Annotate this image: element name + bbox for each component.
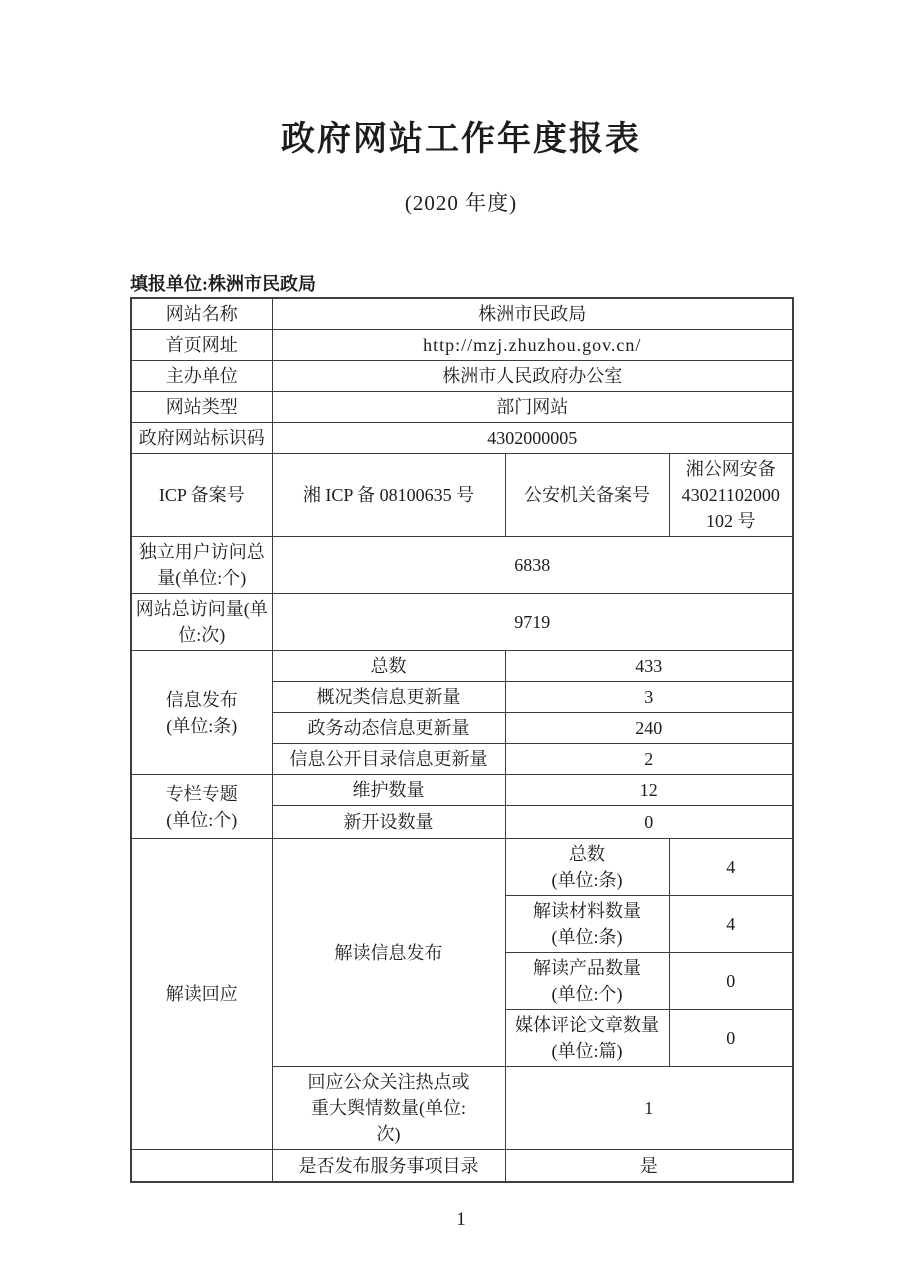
site-name-label: 网站名称: [131, 298, 272, 330]
table-row: [131, 775, 793, 806]
interp-product-unit: (单位:个): [551, 984, 623, 1005]
interp-product-label: [505, 953, 669, 1010]
table-row: [131, 839, 793, 896]
info-publish-group-unit: (单位:条): [166, 715, 238, 736]
service-directory-label: 是否发布服务事项目录: [272, 1150, 505, 1182]
open-directory-update-label: 信息公开目录信息更新量: [272, 744, 505, 775]
table-row: [131, 651, 793, 682]
overview-update-value: 3: [505, 682, 793, 713]
table-row: [131, 1150, 793, 1182]
table-row: [131, 392, 793, 423]
table-row: [131, 330, 793, 361]
home-url-label: 首页网址: [131, 330, 272, 361]
page-title: 政府网站工作年度报表: [281, 121, 641, 158]
info-publish-group-name: 信息发布: [165, 689, 238, 710]
interpretation-publish-label: 解读信息发布: [272, 839, 505, 1067]
total-visits-value: 9719: [272, 594, 793, 651]
interp-product-name: 解读产品数量: [533, 958, 641, 979]
unique-visitors-label: 独立用户访问总量(单位:个): [131, 537, 272, 594]
interp-total-name: 总数: [569, 844, 605, 865]
interp-material-value: 4: [669, 896, 793, 953]
service-directory-value: 是: [505, 1150, 793, 1182]
organizer-value: 株洲市人民政府办公室: [272, 361, 793, 392]
interp-product-value: 0: [669, 953, 793, 1010]
media-comment-name: 媒体评论文章数量: [515, 1015, 659, 1036]
hotspot-response-value: 1: [505, 1067, 793, 1150]
media-comment-value: 0: [669, 1010, 793, 1067]
site-code-label: 政府网站标识码: [131, 423, 272, 454]
unique-visitors-value: 6838: [272, 537, 793, 594]
special-columns-group-name: 专栏专题: [165, 783, 238, 804]
police-record-value: [669, 454, 793, 537]
icp-label: ICP 备案号: [131, 454, 272, 537]
home-url-value: http://mzj.zhuzhou.gov.cn/: [272, 330, 793, 361]
media-comment-label: [505, 1010, 669, 1067]
police-record-label: 公安机关备案号: [505, 454, 669, 537]
table-row: [131, 298, 793, 330]
newly-opened-count-value: 0: [505, 806, 793, 839]
annual-report-table: [130, 297, 794, 1183]
site-type-label: 网站类型: [131, 392, 272, 423]
overview-update-label: 概况类信息更新量: [272, 682, 505, 713]
table-row: [131, 594, 793, 651]
info-publish-group-label: [131, 651, 272, 775]
icp-value: 湘 ICP 备 08100635 号: [272, 454, 505, 537]
maintained-count-label: 维护数量: [272, 775, 505, 806]
interp-material-unit: (单位:条): [551, 927, 623, 948]
site-name-value: 株洲市民政局: [272, 298, 793, 330]
police-record-line: 102 号: [706, 511, 756, 532]
newly-opened-count-label: 新开设数量: [272, 806, 505, 839]
info-total-value: 433: [505, 651, 793, 682]
info-total-label: 总数: [272, 651, 505, 682]
media-comment-unit: (单位:篇): [551, 1041, 623, 1062]
interp-material-label: [505, 896, 669, 953]
interp-material-name: 解读材料数量: [533, 901, 641, 922]
table-row: [131, 423, 793, 454]
total-visits-label: 网站总访问量(单位:次): [131, 594, 272, 651]
gov-news-update-value: 240: [505, 713, 793, 744]
special-columns-group-unit: (单位:个): [166, 809, 238, 830]
open-directory-update-value: 2: [505, 744, 793, 775]
page-subtitle: (2020 年度): [404, 190, 518, 215]
special-columns-group-label: [131, 775, 272, 839]
interpretation-group-label: 解读回应: [131, 839, 272, 1150]
police-record-line: 43021102000: [681, 485, 780, 506]
reporting-unit: 填报单位:株洲市民政局: [130, 273, 316, 294]
table-row: [131, 454, 793, 537]
site-type-value: 部门网站: [272, 392, 793, 423]
table-row: [131, 361, 793, 392]
hotspot-response-text: 回应公众关注热点或重大舆情数量(单位:次): [307, 1072, 470, 1145]
empty-cell: [131, 1150, 272, 1182]
table-row: [131, 537, 793, 594]
hotspot-response-label: [272, 1067, 505, 1150]
interp-total-label: [505, 839, 669, 896]
police-record-line: 湘公网安备: [685, 459, 776, 480]
maintained-count-value: 12: [505, 775, 793, 806]
gov-news-update-label: 政务动态信息更新量: [272, 713, 505, 744]
site-code-value: 4302000005: [272, 423, 793, 454]
interp-total-value: 4: [669, 839, 793, 896]
report-page: [130, 0, 792, 1231]
page-number: 1: [456, 1208, 466, 1230]
interp-total-unit: (单位:条): [551, 870, 623, 891]
organizer-label: 主办单位: [131, 361, 272, 392]
